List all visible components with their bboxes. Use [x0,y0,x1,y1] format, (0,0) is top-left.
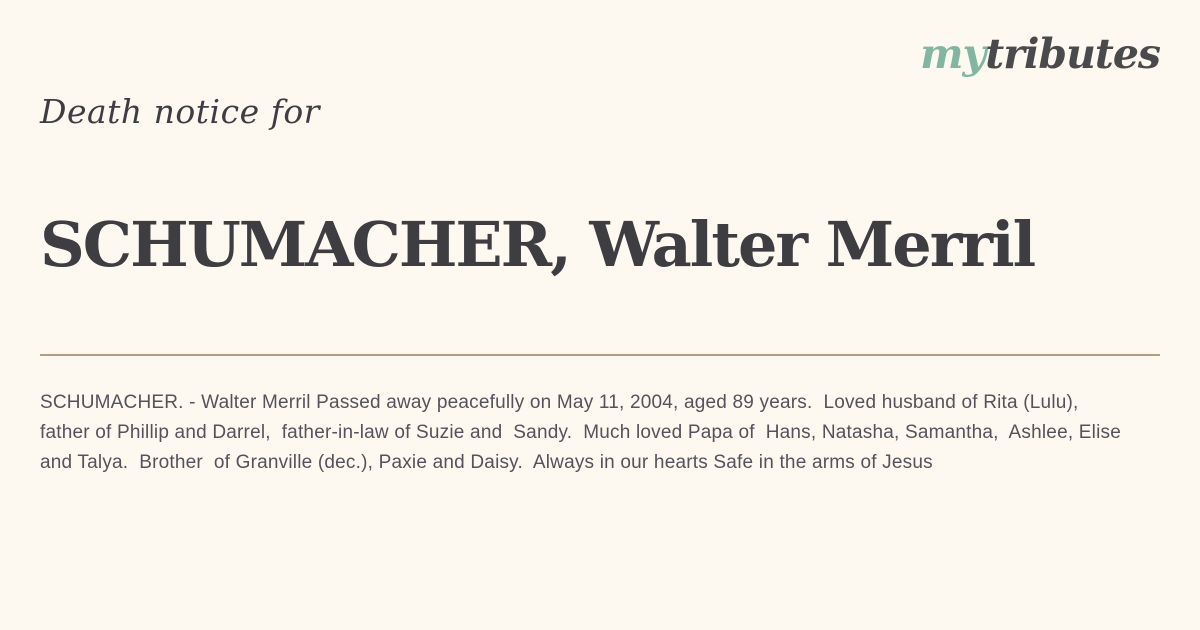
deceased-name-title: SCHUMACHER, Walter Merril [40,208,1035,281]
notice-text: SCHUMACHER. - Walter Merril Passed away peacefully on May 11, 2004, aged 89 years. Loved husband of Rita (Lulu), father of Phillip and Darrel, father-in-law of Suzie and Sandy. Much loved Papa of Hans, Natasha, Samantha, Ashlee, Elise and Talya. Brother of Granville (dec.), Paxie and Daisy. Always in our hearts Safe in the arms of Jesus [40,392,1127,473]
logo-prefix: my [920,30,986,78]
divider-line [40,354,1160,356]
death-notice-label: Death notice for [40,92,320,131]
mytributes-logo [920,30,1160,78]
logo-suffix: tributes [985,30,1160,78]
